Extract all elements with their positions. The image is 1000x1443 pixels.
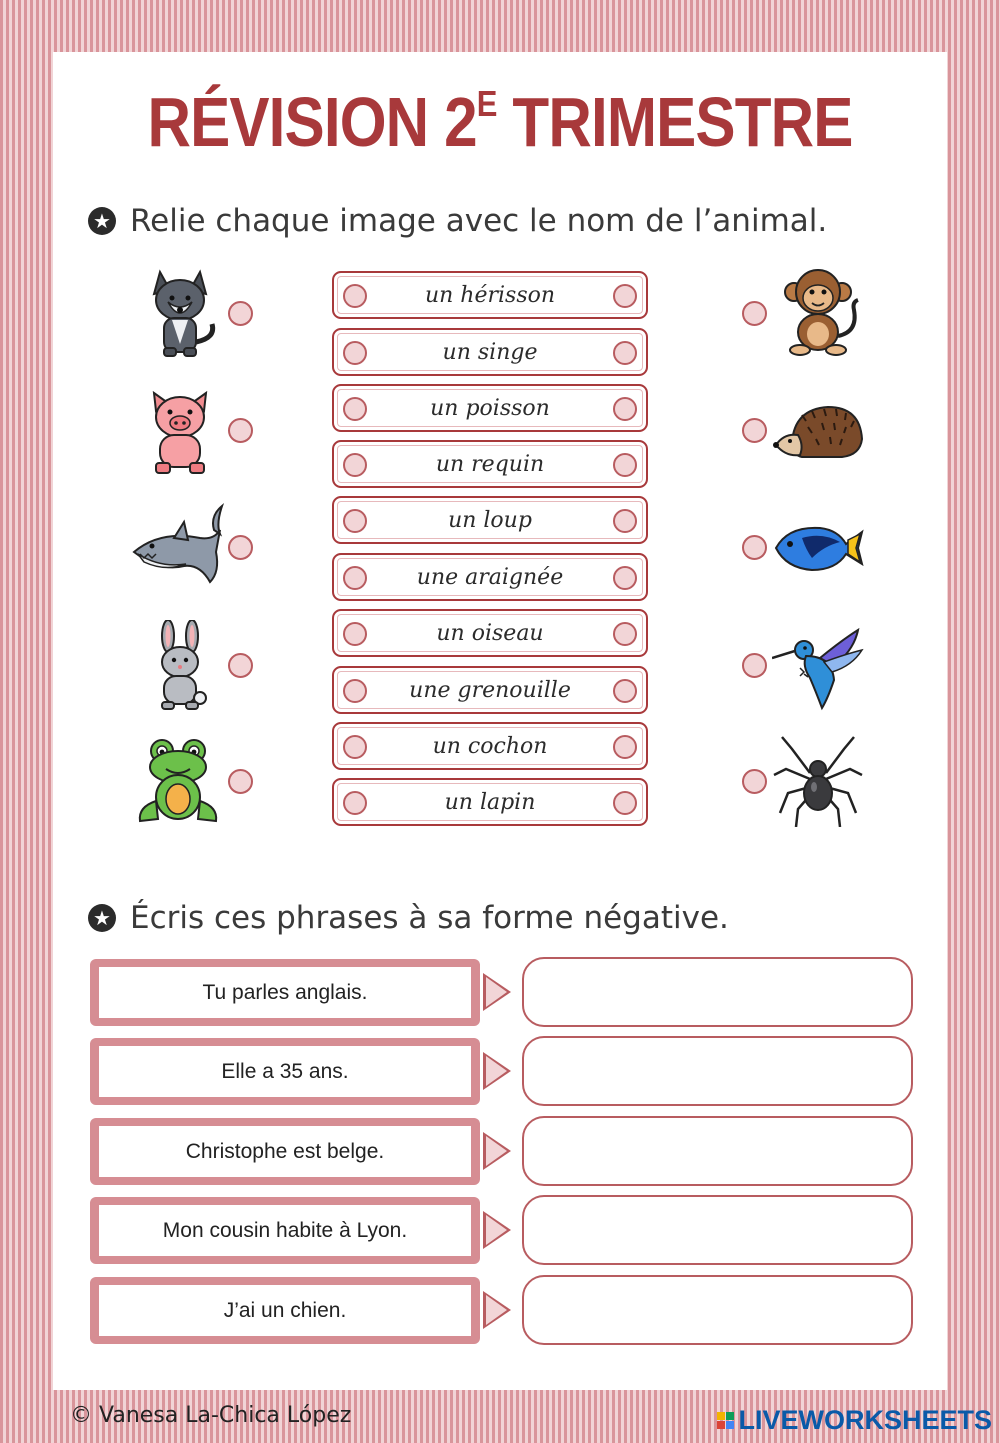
spider-icon (772, 735, 864, 827)
answer-input[interactable] (522, 1116, 913, 1186)
brand-logo[interactable] (717, 1405, 992, 1436)
word-card (332, 609, 648, 657)
pig-dot[interactable] (228, 418, 253, 443)
title-text: RÉVISION 2 (147, 83, 477, 161)
word-card (332, 271, 648, 319)
answer-input[interactable] (522, 1195, 913, 1265)
instruction-text: Écris ces phrases à sa forme négative. (130, 900, 729, 936)
word-left-dot[interactable] (343, 735, 367, 759)
word-right-dot[interactable] (613, 791, 637, 815)
word-label: un hérisson (424, 282, 556, 308)
sentence-text: Christophe est belge. (99, 1126, 471, 1177)
word-card (332, 328, 648, 376)
word-label: un loup (448, 507, 532, 533)
word-left-dot[interactable] (343, 566, 367, 590)
fish-dot[interactable] (742, 535, 767, 560)
sentence-text: Elle a 35 ans. (99, 1046, 471, 1097)
word-left-dot[interactable] (343, 397, 367, 421)
word-right-dot[interactable] (613, 284, 637, 308)
hedgehog-dot[interactable] (742, 418, 767, 443)
arrow-icon (483, 1211, 511, 1249)
sentence-box (90, 1277, 480, 1344)
word-card (332, 496, 648, 544)
sentence-text: J’ai un chien. (99, 1285, 471, 1336)
word-left-dot[interactable] (343, 341, 367, 365)
bird-dot[interactable] (742, 653, 767, 678)
word-left-dot[interactable] (343, 791, 367, 815)
instruction-1 (88, 203, 827, 239)
monkey-icon (772, 266, 864, 358)
word-label: un oiseau (436, 620, 544, 646)
answer-input[interactable] (522, 1275, 913, 1345)
word-right-dot[interactable] (613, 341, 637, 365)
word-left-dot[interactable] (343, 622, 367, 646)
word-left-dot[interactable] (343, 509, 367, 533)
word-left-dot[interactable] (343, 284, 367, 308)
word-card (332, 384, 648, 432)
frog-dot[interactable] (228, 769, 253, 794)
sentence-box (90, 1118, 480, 1185)
word-label: une grenouille (409, 677, 571, 703)
word-card (332, 778, 648, 826)
brand-name: LIVEWORKSHEETS (738, 1405, 992, 1435)
rabbit-dot[interactable] (228, 653, 253, 678)
copyright: © Vanesa La-Chica López (70, 1403, 352, 1428)
sentence-text: Mon cousin habite à Lyon. (99, 1205, 471, 1256)
word-left-dot[interactable] (343, 453, 367, 477)
shark-icon (130, 502, 226, 594)
hummingbird-icon (772, 622, 864, 714)
sentence-box (90, 1038, 480, 1105)
word-label: une araignée (416, 564, 564, 590)
hedgehog-icon (772, 385, 864, 477)
arrow-icon (483, 1291, 511, 1329)
monkey-dot[interactable] (742, 301, 767, 326)
answer-input[interactable] (522, 957, 913, 1027)
word-right-dot[interactable] (613, 622, 637, 646)
word-card (332, 553, 648, 601)
word-label: un requin (435, 451, 545, 477)
word-right-dot[interactable] (613, 679, 637, 703)
arrow-icon (483, 1052, 511, 1090)
word-right-dot[interactable] (613, 453, 637, 477)
rabbit-icon (134, 620, 226, 712)
sentence-box (90, 959, 480, 1026)
liveworksheets-logo-icon (717, 1412, 734, 1429)
word-label: un lapin (444, 789, 536, 815)
spider-dot[interactable] (742, 769, 767, 794)
arrow-icon (483, 1132, 511, 1170)
wolf-icon (134, 268, 226, 360)
word-label: un poisson (430, 395, 550, 421)
word-right-dot[interactable] (613, 509, 637, 533)
sentence-text: Tu parles anglais. (99, 967, 471, 1018)
arrow-icon (483, 973, 511, 1011)
word-right-dot[interactable] (613, 566, 637, 590)
instruction-2 (88, 900, 729, 936)
worksheet-page (53, 52, 947, 1390)
word-left-dot[interactable] (343, 679, 367, 703)
page-title (70, 82, 930, 162)
pig-icon (134, 385, 226, 477)
shark-dot[interactable] (228, 535, 253, 560)
word-card (332, 440, 648, 488)
title-text-end: TRIMESTRE (496, 83, 853, 161)
word-label: un cochon (432, 733, 548, 759)
frog-icon (132, 735, 224, 827)
title-superscript: E (476, 82, 497, 124)
star-icon: ★ (88, 207, 116, 235)
word-card (332, 722, 648, 770)
word-label: un singe (442, 339, 538, 365)
word-right-dot[interactable] (613, 735, 637, 759)
wolf-dot[interactable] (228, 301, 253, 326)
star-icon: ★ (88, 904, 116, 932)
word-right-dot[interactable] (613, 397, 637, 421)
fish-icon (772, 502, 864, 594)
answer-input[interactable] (522, 1036, 913, 1106)
sentence-box (90, 1197, 480, 1264)
instruction-text: Relie chaque image avec le nom de l’animal. (130, 203, 828, 239)
word-card (332, 666, 648, 714)
